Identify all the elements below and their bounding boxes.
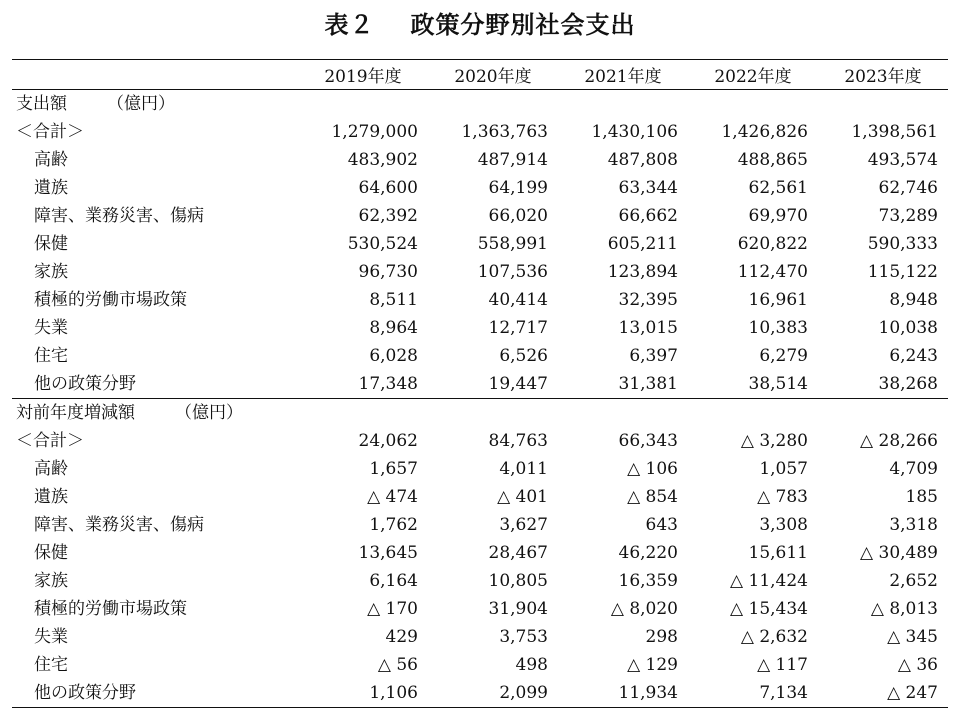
value-cell: 8,511 [369, 290, 418, 310]
value-cell: △ 3,280 [740, 431, 808, 451]
row-label: 高齢 [34, 150, 68, 170]
value-cell: 1,363,763 [461, 122, 548, 142]
value-cell: 3,318 [889, 515, 938, 535]
value-cell: 3,308 [759, 515, 808, 535]
value-cell: 13,015 [618, 318, 678, 338]
empty-cell [558, 90, 688, 119]
value-cell: 69,970 [748, 206, 808, 226]
value-cell: 1,426,826 [721, 122, 808, 142]
value-cell: 11,934 [558, 679, 688, 708]
row-label: 家族 [34, 571, 68, 591]
value-cell: 38,514 [748, 374, 808, 394]
table-row [12, 511, 948, 539]
section-unit-label: （億円） [107, 94, 175, 114]
table-row [12, 118, 948, 146]
header-blank [12, 60, 298, 90]
value-cell: 40,414 [488, 290, 548, 310]
value-cell: 7,134 [688, 679, 818, 708]
table-body [12, 90, 948, 708]
value-cell: 13,645 [358, 543, 418, 563]
value-cell: 493,574 [867, 150, 938, 170]
value-cell: 590,333 [867, 234, 938, 254]
table-row [12, 455, 948, 483]
value-cell: 530,524 [347, 234, 418, 254]
value-cell: 3,753 [499, 627, 548, 647]
section-heading-label: 支出額 [16, 94, 67, 114]
row-label: ＜合計＞ [16, 431, 84, 451]
row-label: 積極的労働市場政策 [34, 599, 187, 619]
value-cell: 1,657 [369, 459, 418, 479]
value-cell: 46,220 [618, 543, 678, 563]
value-cell: △ 170 [367, 599, 418, 619]
row-label: ＜合計＞ [16, 122, 84, 142]
value-cell: 8,964 [369, 318, 418, 338]
row-label: 他の政策分野 [12, 679, 298, 708]
value-cell: △ 11,424 [730, 571, 808, 591]
value-cell: 10,038 [878, 318, 938, 338]
section-unit-label: （億円） [175, 403, 243, 423]
value-cell: 6,164 [369, 571, 418, 591]
table-title-text: 政策分野別社会支出 [410, 10, 636, 39]
value-cell: 62,392 [358, 206, 418, 226]
value-cell: △ 474 [367, 487, 418, 507]
value-cell: △ 247 [818, 679, 948, 708]
row-label: 積極的労働市場政策 [34, 290, 187, 310]
table-row [12, 202, 948, 230]
value-cell: 1,762 [369, 515, 418, 535]
table-row [12, 174, 948, 202]
table-row [12, 651, 948, 679]
value-cell: 620,822 [737, 234, 808, 254]
value-cell: 2,652 [889, 571, 938, 591]
value-cell: 8,948 [889, 290, 938, 310]
value-cell: △ 783 [757, 487, 808, 507]
value-cell: △ 15,434 [730, 599, 808, 619]
row-label: 他の政策分野 [34, 374, 136, 394]
value-cell: 38,268 [878, 374, 938, 394]
value-cell: △ 106 [627, 459, 678, 479]
section-heading-row [12, 399, 948, 428]
table-title [0, 8, 960, 42]
empty-cell [688, 90, 818, 119]
empty-cell [688, 399, 818, 428]
value-cell: 1,430,106 [591, 122, 678, 142]
value-cell: 488,865 [737, 150, 808, 170]
row-label: 障害、業務災害、傷病 [34, 206, 204, 226]
value-cell: 6,526 [499, 346, 548, 366]
table-row [12, 286, 948, 314]
row-label: 障害、業務災害、傷病 [34, 515, 204, 535]
value-cell: 6,028 [369, 346, 418, 366]
row-label: 保健 [34, 543, 68, 563]
value-cell: 84,763 [488, 431, 548, 451]
table-row [12, 595, 948, 623]
value-cell: 32,395 [618, 290, 678, 310]
value-cell: 19,447 [488, 374, 548, 394]
row-label: 保健 [34, 234, 68, 254]
table-row [12, 483, 948, 511]
value-cell: 185 [905, 487, 938, 507]
value-cell: 4,709 [889, 459, 938, 479]
value-cell: 16,961 [748, 290, 808, 310]
value-cell: 429 [385, 627, 418, 647]
table-row [12, 146, 948, 174]
row-label: 住宅 [34, 346, 68, 366]
empty-cell [298, 399, 428, 428]
value-cell: 73,289 [878, 206, 938, 226]
value-cell: 66,020 [488, 206, 548, 226]
social-expenditure-table [12, 59, 948, 708]
value-cell: 64,600 [358, 178, 418, 198]
value-cell: 298 [645, 627, 678, 647]
row-label: 失業 [34, 627, 68, 647]
value-cell: 15,611 [748, 543, 808, 563]
value-cell: 1,398,561 [851, 122, 938, 142]
value-cell: △ 401 [497, 487, 548, 507]
value-cell: 2,099 [428, 679, 558, 708]
value-cell: 31,904 [488, 599, 548, 619]
value-cell: 112,470 [737, 262, 808, 282]
value-cell: 605,211 [607, 234, 678, 254]
value-cell: 123,894 [607, 262, 678, 282]
section-heading [12, 90, 298, 119]
value-cell: △ 56 [377, 655, 418, 675]
section-heading [12, 399, 298, 428]
table-row [12, 258, 948, 286]
value-cell: 66,662 [618, 206, 678, 226]
table-row [12, 539, 948, 567]
column-header: 2022年度 [688, 60, 818, 90]
row-label: 家族 [34, 262, 68, 282]
table-row [12, 623, 948, 651]
row-label: 遺族 [34, 487, 68, 507]
table-number: 表２ [324, 10, 375, 39]
table-row [12, 370, 948, 399]
value-cell: 17,348 [358, 374, 418, 394]
value-cell: 10,383 [748, 318, 808, 338]
table-row [12, 679, 948, 708]
value-cell: 1,279,000 [331, 122, 418, 142]
value-cell: 4,011 [499, 459, 548, 479]
table-row [12, 342, 948, 370]
value-cell: 487,914 [477, 150, 548, 170]
value-cell: 558,991 [477, 234, 548, 254]
empty-cell [428, 399, 558, 428]
column-header: 2023年度 [818, 60, 948, 90]
value-cell: 3,627 [499, 515, 548, 535]
table-row [12, 567, 948, 595]
value-cell: △ 854 [627, 487, 678, 507]
row-label: 遺族 [34, 178, 68, 198]
value-cell: △ 8,013 [870, 599, 938, 619]
value-cell: 1,057 [759, 459, 808, 479]
value-cell: △ 345 [887, 627, 938, 647]
empty-cell [558, 399, 688, 428]
value-cell: 6,243 [889, 346, 938, 366]
value-cell: 24,062 [358, 431, 418, 451]
table-row [12, 230, 948, 258]
value-cell: △ 8,020 [610, 599, 678, 619]
value-cell: 63,344 [618, 178, 678, 198]
column-header: 2019年度 [298, 60, 428, 90]
value-cell: 115,122 [867, 262, 938, 282]
value-cell: △ 36 [897, 655, 938, 675]
value-cell: △ 117 [757, 655, 808, 675]
section-heading-label: 対前年度増減額 [16, 403, 135, 423]
value-cell: △ 129 [627, 655, 678, 675]
column-header: 2020年度 [428, 60, 558, 90]
row-label: 高齢 [34, 459, 68, 479]
value-cell: △ 30,489 [860, 543, 938, 563]
value-cell: △ 28,266 [860, 431, 938, 451]
value-cell: 107,536 [477, 262, 548, 282]
value-cell: 487,808 [607, 150, 678, 170]
value-cell: 10,805 [488, 571, 548, 591]
section-heading-row [12, 90, 948, 119]
empty-cell [298, 90, 428, 119]
value-cell: 66,343 [618, 431, 678, 451]
column-header: 2021年度 [558, 60, 688, 90]
header-row [12, 60, 948, 90]
value-cell: 6,397 [629, 346, 678, 366]
empty-cell [818, 399, 948, 428]
row-label: 失業 [34, 318, 68, 338]
value-cell: 28,467 [488, 543, 548, 563]
value-cell: 96,730 [358, 262, 418, 282]
row-label: 住宅 [34, 655, 68, 675]
empty-cell [428, 90, 558, 119]
value-cell: 31,381 [618, 374, 678, 394]
value-cell: 483,902 [347, 150, 418, 170]
table-row [12, 314, 948, 342]
value-cell: 62,561 [748, 178, 808, 198]
value-cell: 6,279 [759, 346, 808, 366]
value-cell: 16,359 [618, 571, 678, 591]
value-cell: 12,717 [488, 318, 548, 338]
value-cell: 64,199 [488, 178, 548, 198]
value-cell: △ 2,632 [740, 627, 808, 647]
value-cell: 498 [515, 655, 548, 675]
value-cell: 643 [645, 515, 678, 535]
value-cell: 62,746 [878, 178, 938, 198]
value-cell: 1,106 [298, 679, 428, 708]
empty-cell [818, 90, 948, 119]
table-row [12, 427, 948, 455]
